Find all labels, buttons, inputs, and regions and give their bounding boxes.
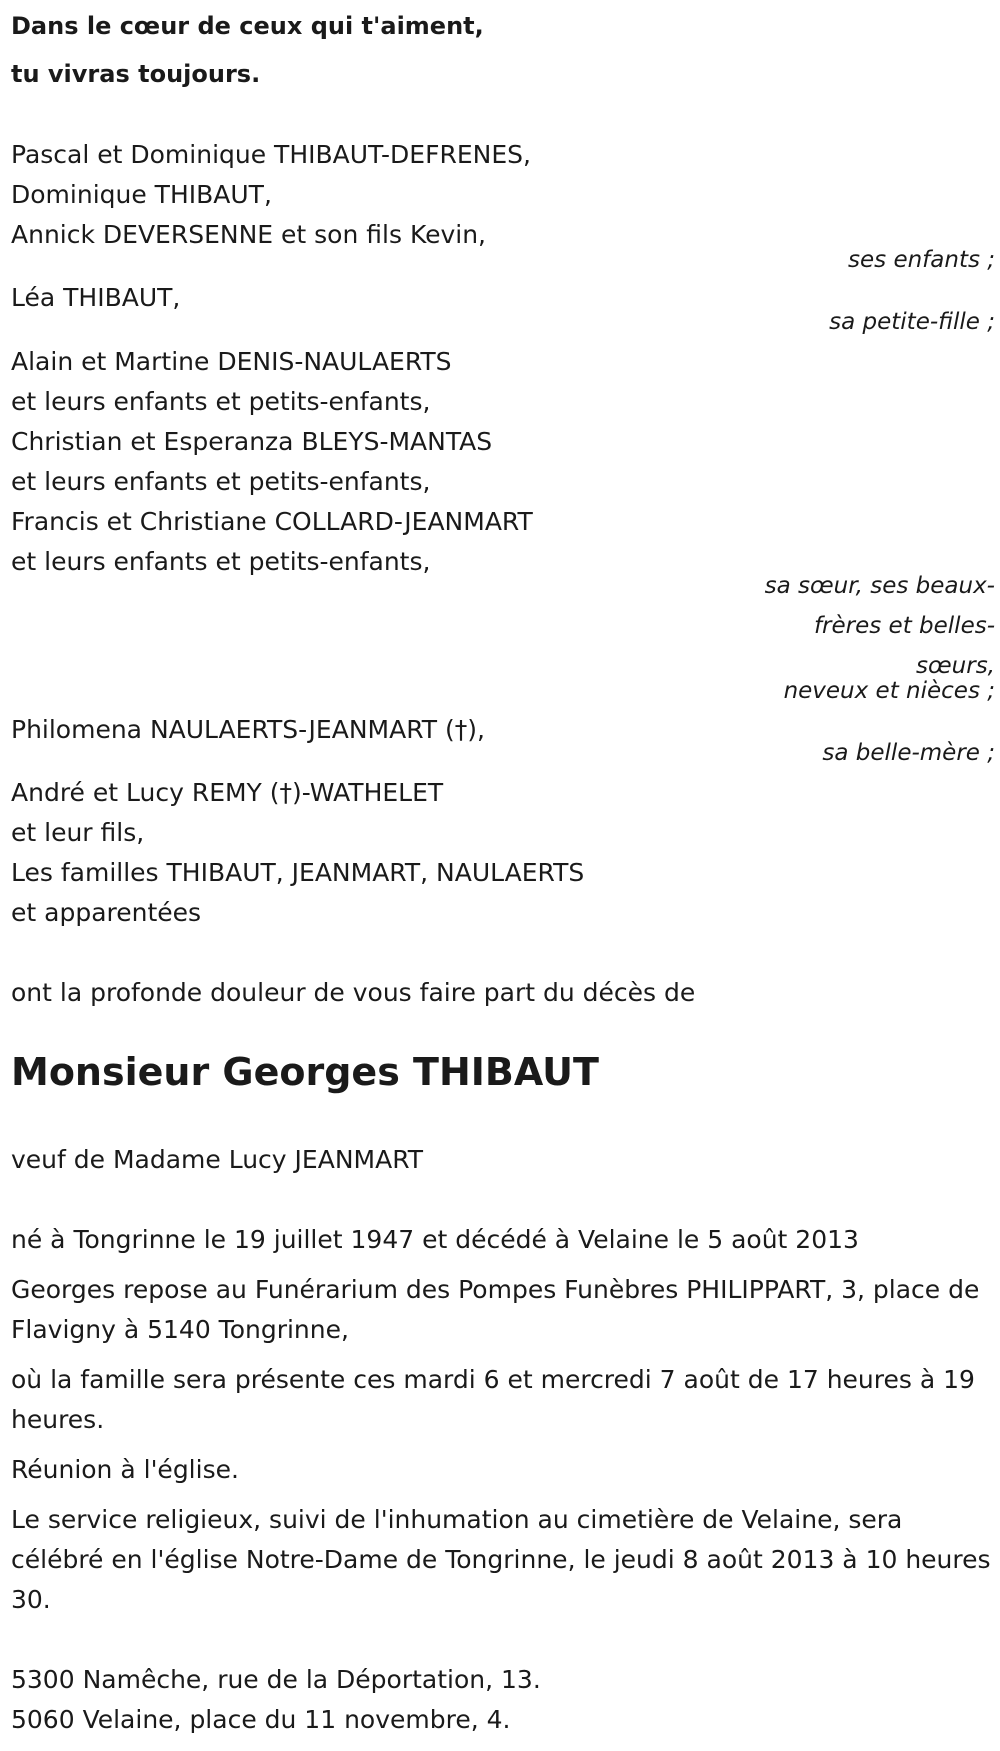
relation-label: sa petite-fille ; (829, 309, 995, 335)
address-line: 5060 Velaine, place du 11 novembre, 4. (11, 1705, 511, 1734)
family-line: Dominique THIBAUT, (11, 180, 272, 209)
deceased-name: Monsieur Georges THIBAUT (11, 1050, 599, 1094)
birth-death-line: né à Tongrinne le 19 juillet 1947 et décédé à Velaine le 5 août 2013 (11, 1225, 859, 1254)
relation-label: neveux et nièces ; (783, 678, 995, 704)
family-line: Philomena NAULAERTS-JEANMART (†), (11, 715, 485, 744)
detail-paragraph: où la famille sera présente ces mardi 6 et mercredi 7 août de 17 heures à 19 heures. (11, 1365, 975, 1434)
announcement-text: ont la profonde douleur de vous faire part du décès de (11, 978, 696, 1007)
family-line: Pascal et Dominique THIBAUT-DEFRENES, (11, 140, 531, 169)
detail-paragraph: Réunion à l'église. (11, 1455, 239, 1484)
family-line: Francis et Christiane COLLARD-JEANMART (11, 507, 533, 536)
family-line: Les familles THIBAUT, JEANMART, NAULAERTS (11, 858, 585, 887)
family-line: André et Lucy REMY (†)-WATHELET (11, 778, 444, 807)
relation-label: frères et belles- (813, 613, 995, 639)
family-line: et leurs enfants et petits-enfants, (11, 547, 431, 576)
family-line: et leurs enfants et petits-enfants, (11, 387, 431, 416)
relation-label: sœurs, (916, 653, 995, 679)
family-line: Léa THIBAUT, (11, 283, 181, 312)
relation-label: sa belle-mère ; (822, 740, 995, 766)
family-line: et leur fils, (11, 818, 145, 847)
family-line: et apparentées (11, 898, 202, 927)
family-line: Christian et Esperanza BLEYS-MANTAS (11, 427, 493, 456)
detail-paragraph: Le service religieux, suivi de l'inhumation au cimetière de Velaine, sera célébré en l'église Notre-Dame de Tongrinne, le jeudi 8 août 2013 à 10 heures 30. (11, 1505, 991, 1614)
family-line: Annick DEVERSENNE et son fils Kevin, (11, 220, 486, 249)
epigraph-line-2: tu vivras toujours. (11, 60, 261, 88)
relation-label: sa sœur, ses beaux- (764, 573, 995, 599)
detail-paragraph: Georges repose au Funérarium des Pompes Funèbres PHILIPPART, 3, place de Flavigny à 5140 Tongrinne, (11, 1275, 980, 1344)
widower-line: veuf de Madame Lucy JEANMART (11, 1145, 424, 1174)
relation-label: ses enfants ; (848, 247, 995, 273)
address-line: 5300 Namêche, rue de la Déportation, 13. (11, 1665, 541, 1694)
family-line: Alain et Martine DENIS-NAULAERTS (11, 347, 452, 376)
family-line: et leurs enfants et petits-enfants, (11, 467, 431, 496)
epigraph-line-1: Dans le cœur de ceux qui t'aiment, (11, 12, 484, 40)
